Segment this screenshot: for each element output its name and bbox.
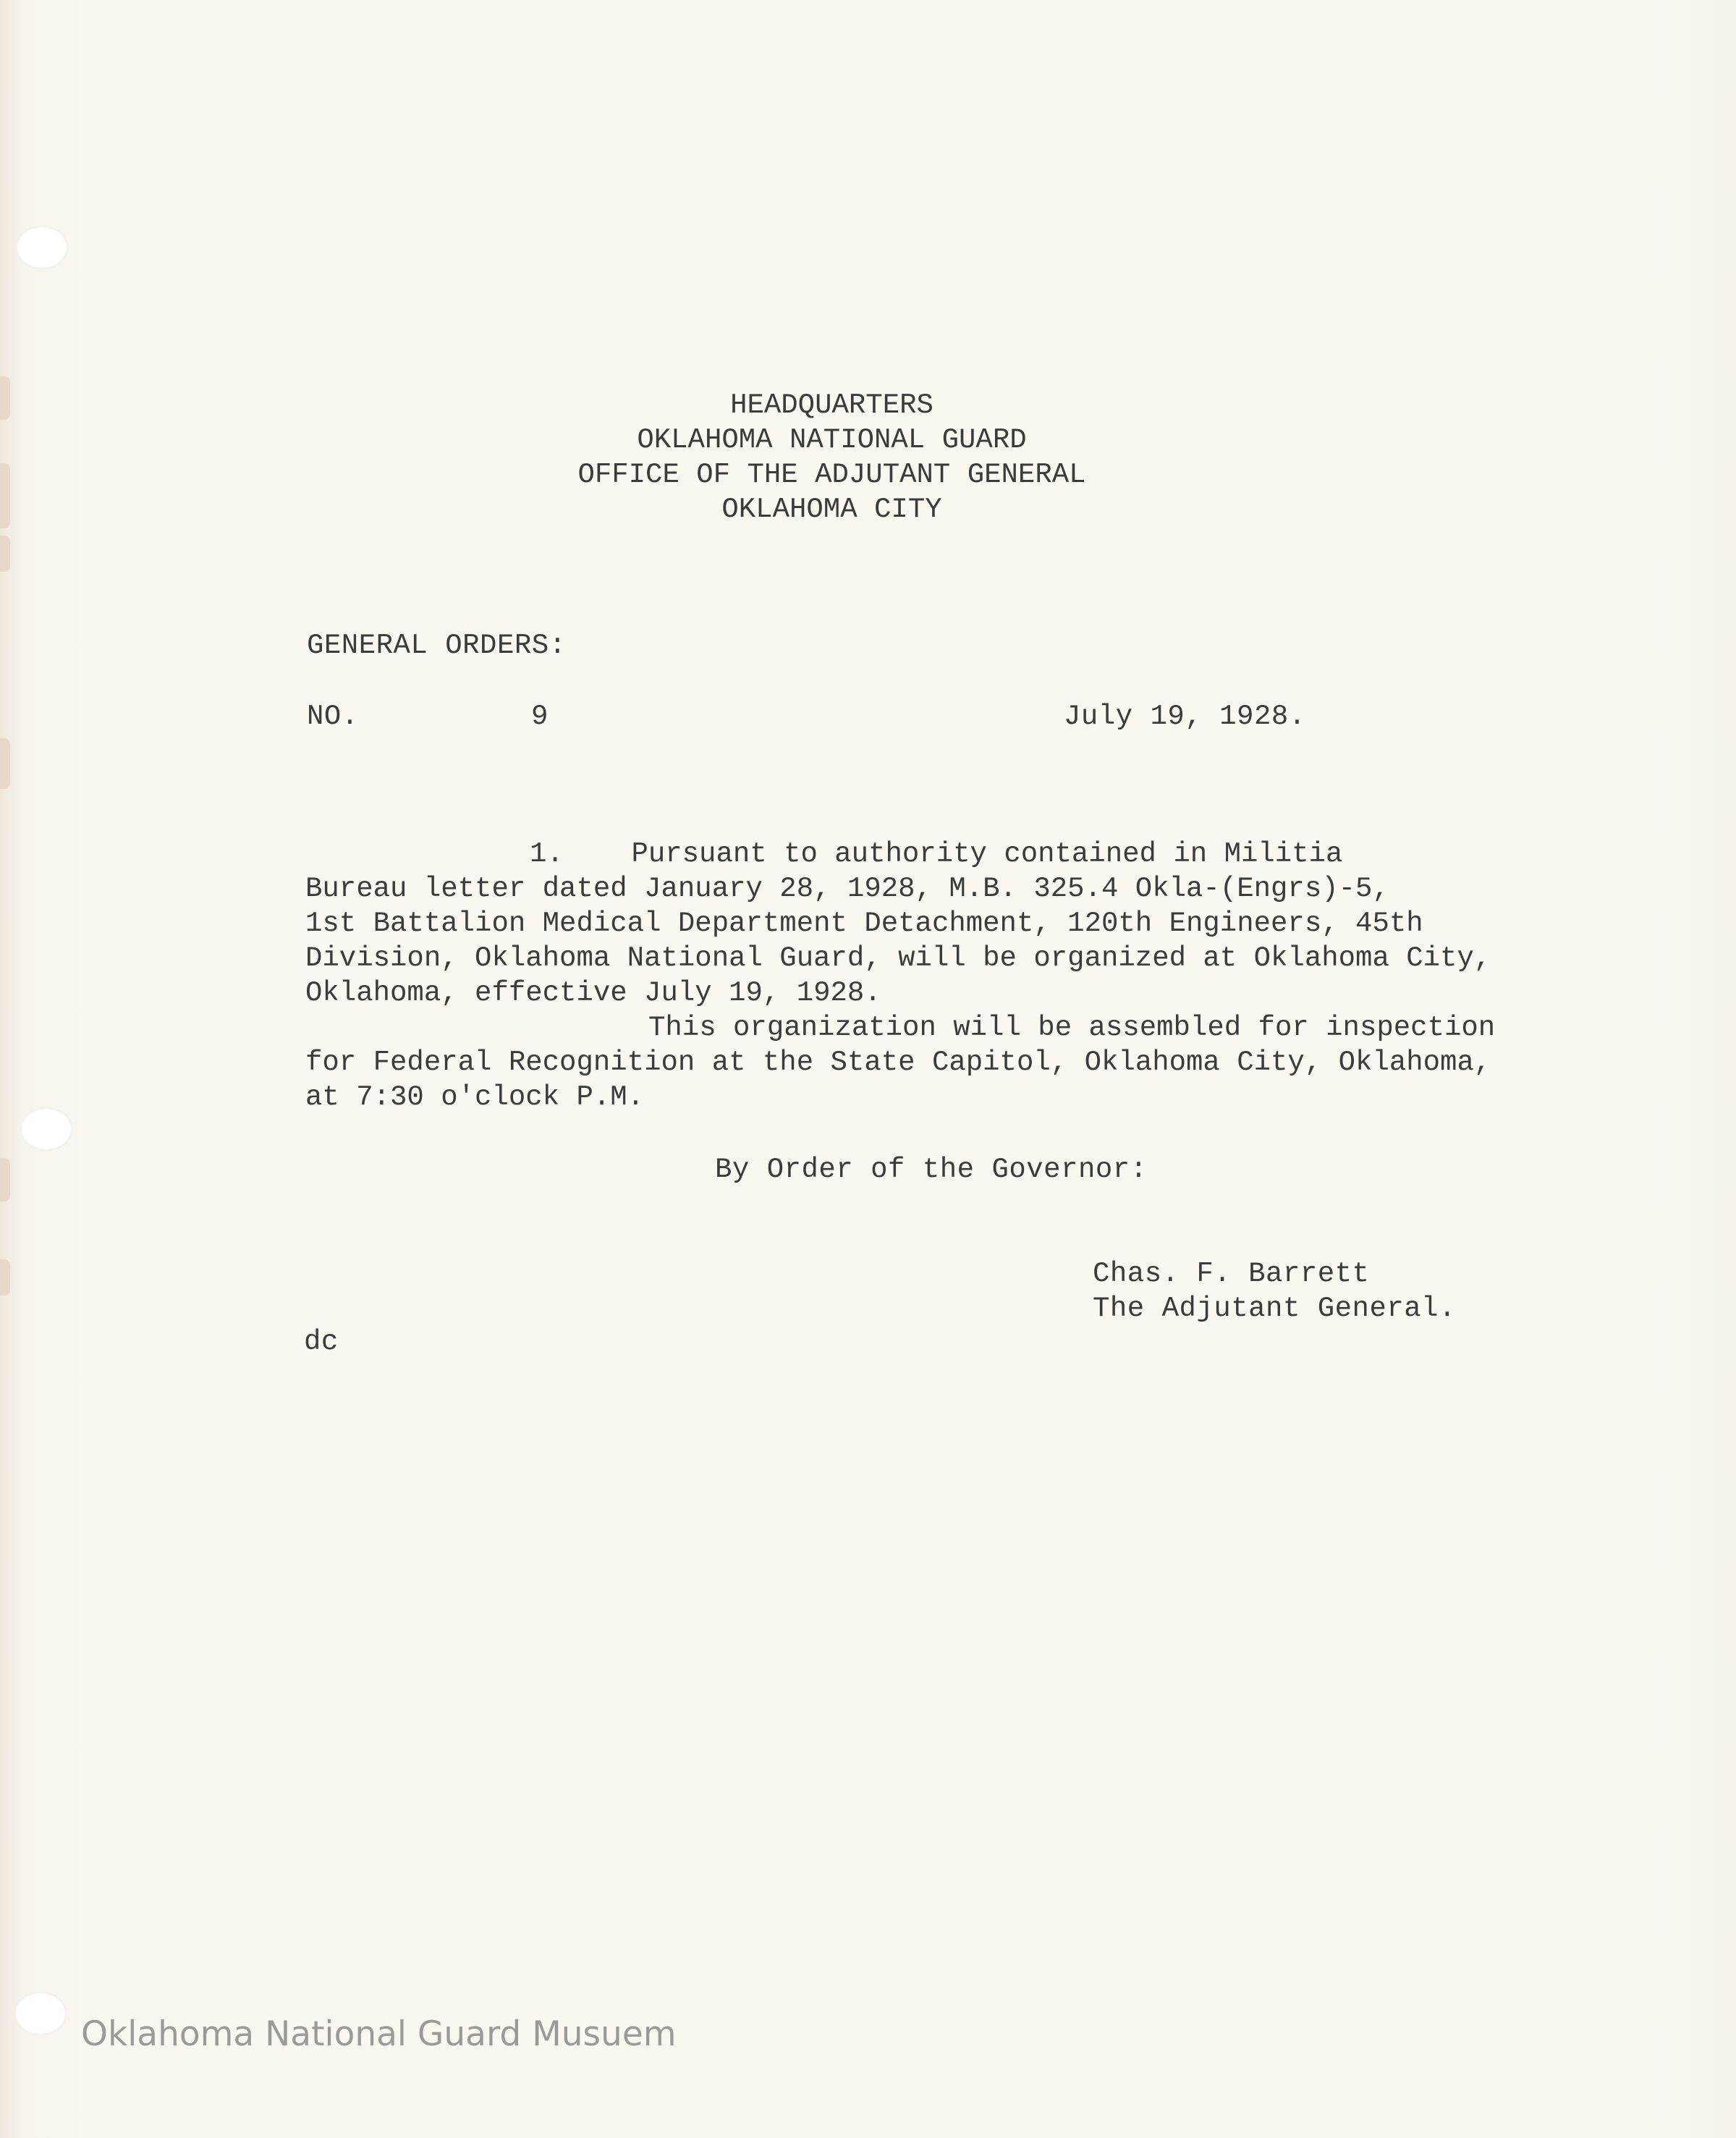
order-number-label: NO. <box>307 701 359 732</box>
general-orders-heading: GENERAL ORDERS: <box>307 630 567 662</box>
letterhead-line-4: OKLAHOMA CITY <box>721 494 942 525</box>
letterhead <box>0 388 1664 527</box>
letterhead-line-2: OKLAHOMA NATIONAL GUARD <box>637 424 1027 456</box>
paragraph-1-line-4: Division, Oklahoma National Guard, will be organized at Oklahoma City, <box>305 942 1491 974</box>
paragraph-2-line-1: This organization will be assembled for inspection <box>648 1012 1496 1044</box>
signer-name: Chas. F. Barrett <box>1093 1258 1370 1290</box>
museum-watermark: Oklahoma National Guard Musuem <box>81 2014 677 2054</box>
edge-stain <box>0 536 10 572</box>
edge-stain <box>0 1259 10 1296</box>
paragraph-number: 1. <box>530 838 564 870</box>
paragraph-2-line-2: for Federal Recognition at the State Capitol, Oklahoma City, Oklahoma, <box>305 1047 1491 1078</box>
binder-hole-top <box>16 226 68 269</box>
typist-initials: dc <box>304 1326 339 1358</box>
edge-stain <box>0 1158 10 1201</box>
order-number: 9 <box>531 701 549 732</box>
paragraph-1-line-2: Bureau letter dated January 28, 1928, M.B. 325.4 Okla-(Engrs)-5, <box>305 873 1389 905</box>
paragraph-1-line-5: Oklahoma, effective July 19, 1928. <box>305 977 881 1009</box>
binder-hole-bottom <box>14 1992 67 2035</box>
by-order-line: By Order of the Governor: <box>715 1154 1148 1186</box>
binder-hole-middle <box>20 1107 72 1151</box>
edge-stain <box>0 738 10 789</box>
paragraph-1-first-line <box>305 837 1521 871</box>
letterhead-line-3: OFFICE OF THE ADJUTANT GENERAL <box>577 459 1086 491</box>
letterhead-line-1: HEADQUARTERS <box>730 389 933 421</box>
order-date: July 19, 1928. <box>1064 701 1306 732</box>
order-body <box>305 837 1521 1115</box>
signer-title: The Adjutant General. <box>1093 1293 1456 1324</box>
paragraph-1-line-1: Pursuant to authority contained in Militia <box>631 838 1343 870</box>
paragraph-2-line-3: at 7:30 o'clock P.M. <box>305 1081 645 1113</box>
paragraph-1-line-3: 1st Battalion Medical Department Detachment, 120th Engineers, 45th <box>305 908 1423 939</box>
